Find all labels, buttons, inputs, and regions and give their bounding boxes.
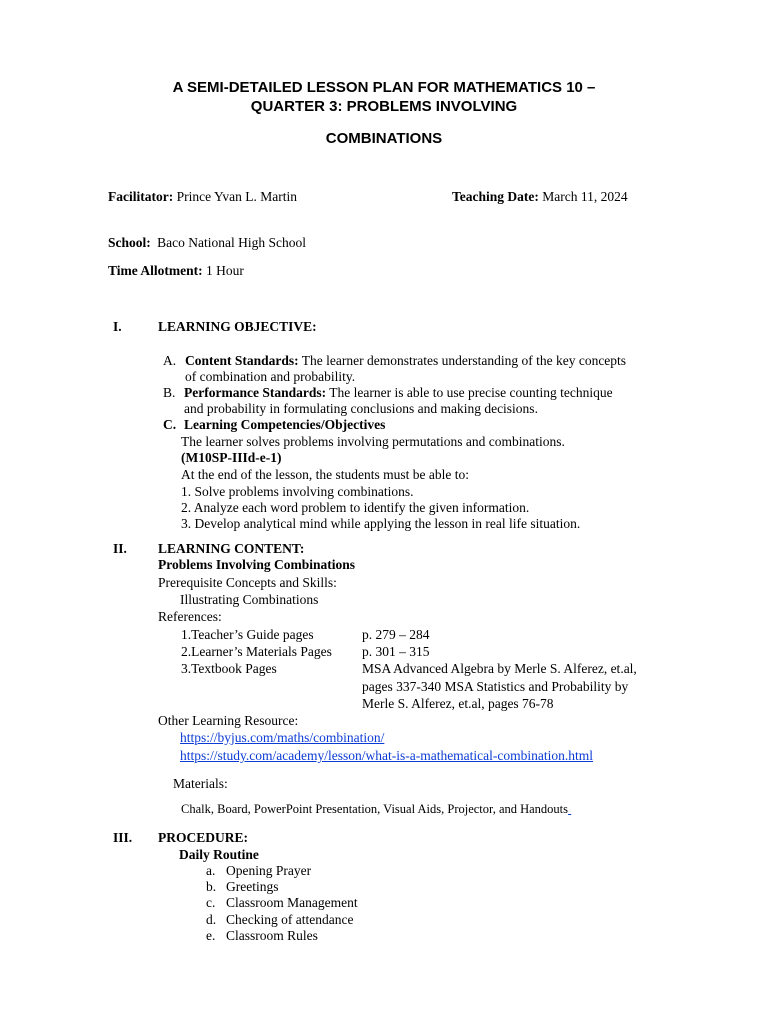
performance-standards-label: Performance Standards: — [184, 385, 327, 400]
section-3-heading: PROCEDURE: — [158, 830, 248, 845]
teaching-date-label: Teaching Date: — [452, 189, 539, 204]
content-standards-text: The learner demonstrates understanding of the key concepts — [301, 353, 627, 368]
performance-standards-line-1 — [184, 385, 613, 401]
section-1-heading: LEARNING OBJECTIVE: — [158, 319, 317, 334]
routine-marker: a. — [206, 863, 216, 878]
materials-value — [181, 801, 571, 817]
lesson-topic: Problems Involving Combinations — [158, 557, 356, 572]
content-standards-line-2: of combination and probability. — [185, 369, 356, 384]
section-3-numeral: III. — [113, 830, 133, 845]
competencies-text: The learner solves problems involving permutations and combinations. — [181, 434, 565, 449]
objective-item: 1. Solve problems involving combinations. — [181, 484, 414, 499]
routine-item: Greetings — [226, 879, 279, 894]
facilitator-row — [108, 189, 297, 205]
reference-pages: MSA Advanced Algebra by Merle S. Alferez, et.al, — [362, 661, 637, 676]
teaching-date-value: March 11, 2024 — [542, 189, 628, 204]
prerequisite-value: Illustrating Combinations — [180, 592, 319, 607]
reference-pages: p. 301 – 315 — [362, 644, 430, 659]
routine-item: Opening Prayer — [226, 863, 312, 878]
performance-standards-text: The learner is able to use precise counting technique — [329, 385, 613, 400]
time-allotment-label: Time Allotment: — [108, 263, 203, 278]
routine-item: Checking of attendance — [226, 912, 354, 927]
section-2-heading: LEARNING CONTENT: — [158, 541, 305, 556]
reference-pages: p. 279 – 284 — [362, 627, 430, 642]
objectives-intro: At the end of the lesson, the students must be able to: — [181, 467, 469, 482]
performance-standards-marker: B. — [163, 385, 176, 400]
school-row — [108, 235, 306, 251]
routine-marker: c. — [206, 895, 216, 910]
prerequisite-label: Prerequisite Concepts and Skills: — [158, 575, 337, 590]
section-1-numeral: I. — [113, 319, 122, 334]
time-allotment-row — [108, 263, 244, 279]
teaching-date-row — [452, 189, 628, 205]
content-standards-label: Content Standards: — [185, 353, 299, 368]
textbook-continuation-1: pages 337-340 MSA Statistics and Probability by — [362, 679, 629, 694]
references-label: References: — [158, 609, 222, 624]
materials-text: Chalk, Board, PowerPoint Presentation, Visual Aids, Projector, and Handouts — [181, 802, 569, 816]
content-standards-line-1 — [185, 353, 626, 369]
document-title-line-1: A SEMI-DETAILED LESSON PLAN FOR MATHEMATICS 10 – — [172, 79, 596, 96]
school-value: Baco National High School — [157, 235, 306, 250]
trailing-underline — [568, 802, 571, 816]
objective-item: 2. Analyze each word problem to identify the given information. — [181, 500, 530, 515]
performance-standards-line-2: and probability in formulating conclusions and making decisions. — [184, 401, 538, 416]
facilitator-label: Facilitator: — [108, 189, 174, 204]
content-standards-marker: A. — [163, 353, 177, 368]
other-resource-label: Other Learning Resource: — [158, 713, 299, 728]
reference-item: 1.Teacher’s Guide pages — [181, 627, 314, 642]
section-2-numeral: II. — [113, 541, 127, 556]
competency-code: (M10SP-IIId-e-1) — [181, 450, 282, 465]
materials-label: Materials: — [173, 776, 228, 791]
school-label: School: — [108, 235, 151, 250]
routine-item: Classroom Management — [226, 895, 358, 910]
reference-item: 2.Learner’s Materials Pages — [181, 644, 332, 659]
study-com-link[interactable]: https://study.com/academy/lesson/what-is-a-mathematical-combination.html — [180, 748, 594, 763]
routine-marker: e. — [206, 928, 216, 943]
document-title-line-2: QUARTER 3: PROBLEMS INVOLVING — [250, 98, 518, 115]
daily-routine-heading: Daily Routine — [179, 847, 259, 862]
routine-marker: b. — [206, 879, 217, 894]
objective-item: 3. Develop analytical mind while applying the lesson in real life situation. — [181, 516, 581, 531]
time-allotment-value: 1 Hour — [206, 263, 244, 278]
routine-marker: d. — [206, 912, 217, 927]
routine-item: Classroom Rules — [226, 928, 318, 943]
textbook-continuation-2: Merle S. Alferez, et.al, pages 76-78 — [362, 696, 554, 711]
facilitator-value: Prince Yvan L. Martin — [176, 189, 297, 204]
document-title-line-3: COMBINATIONS — [325, 130, 443, 147]
byjus-link[interactable]: https://byjus.com/maths/combination/ — [180, 730, 385, 745]
competencies-label: Learning Competencies/Objectives — [184, 417, 386, 432]
reference-item: 3.Textbook Pages — [181, 661, 277, 676]
competencies-marker: C. — [163, 417, 177, 432]
